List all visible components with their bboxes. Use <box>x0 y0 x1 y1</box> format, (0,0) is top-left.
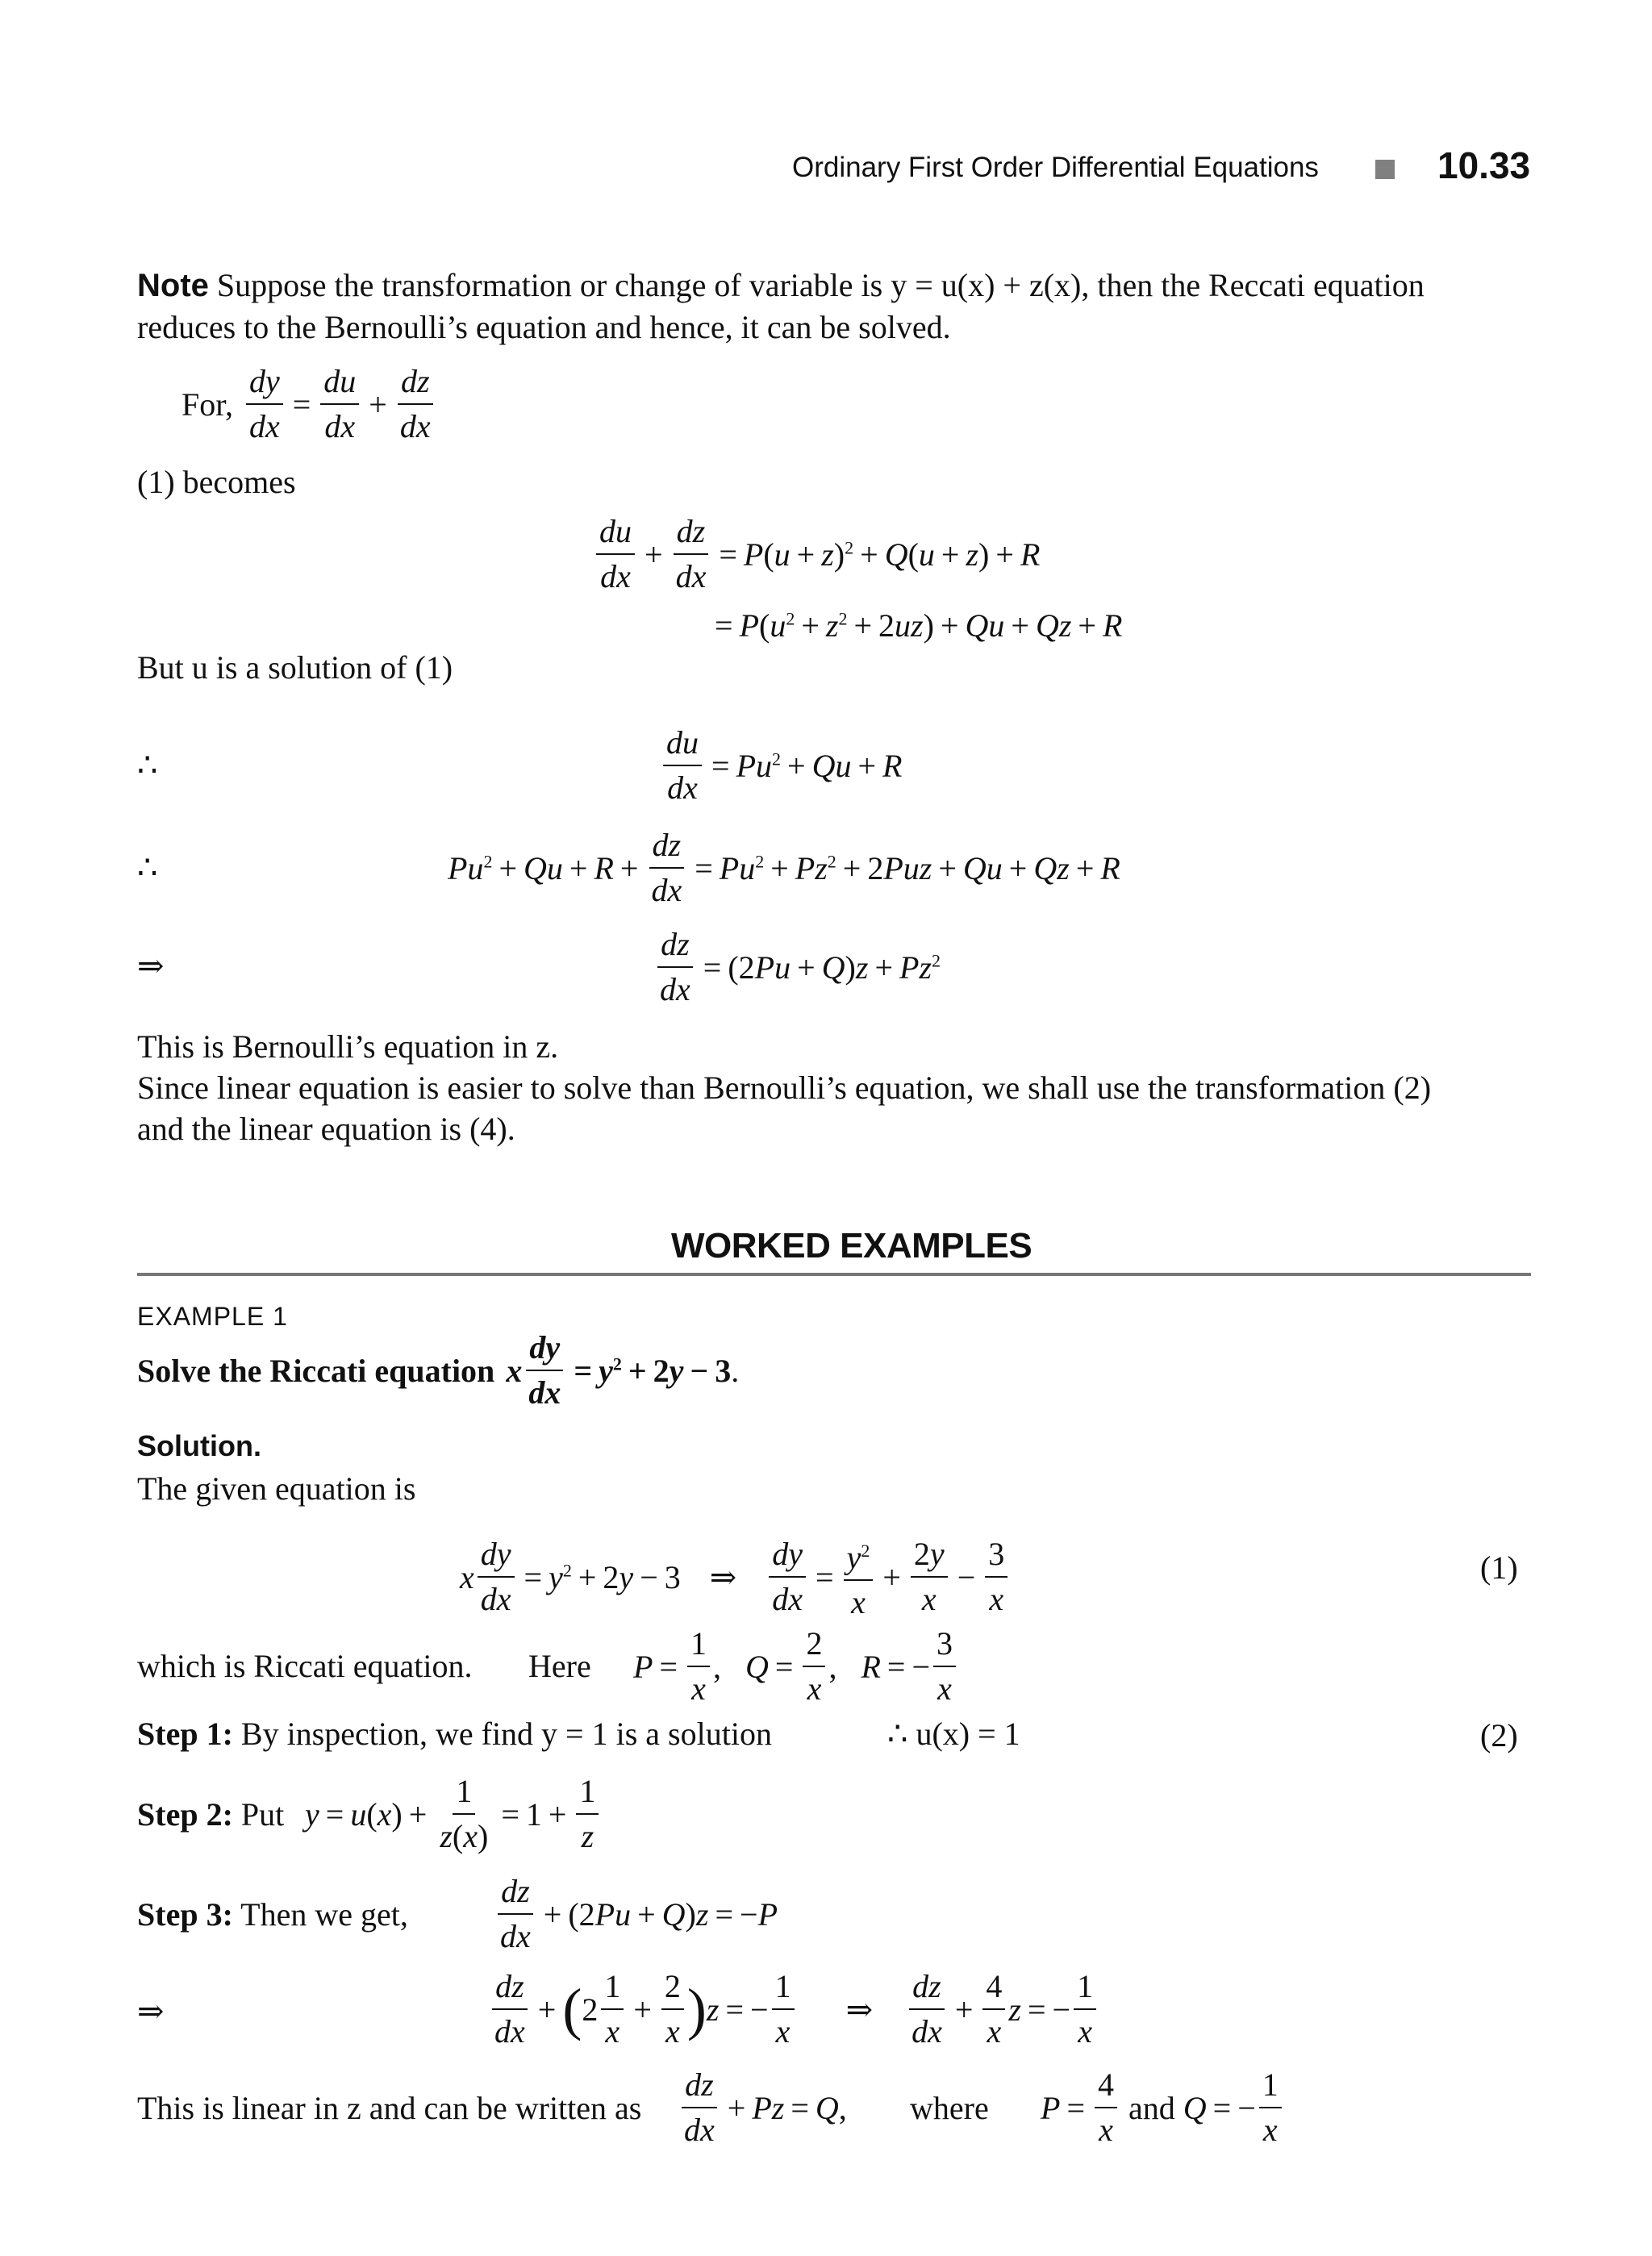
example-label: EXAMPLE 1 <box>137 1302 288 1331</box>
combined-equation: $Pu^2 + Qu + R$ + $\frac{dz}{dx}$ = $Pu^2 + Pz^2 + 2Puz + Qu + Qz + R$ <box>448 827 1120 908</box>
bernoulli-in-z: This is Bernoulli’s equation in z. <box>137 1028 559 1065</box>
page-number: 10.33 <box>1437 144 1531 186</box>
given-equation: x $\frac{dy}{dx}$ = $y^2 + 2y - 3$ ⇒ $\frac{dy}{dx}$ = $\frac{y^2}{x}$ + $\frac{2y}{x}$ − $\frac{3}{x}$ <box>460 1532 1011 1621</box>
here-label: Here <box>528 1648 591 1684</box>
linear-substitution: $\frac{dz}{dx}$ + ( 2 $\frac{1}{x}$ + $\frac{2}{x}$ ) z = − $\frac{1}{x}$ ⇒ $\frac{dz}{dx}$ + $\frac{4}{x}$ z = − $\frac{1}{x}$ <box>488 1968 1099 2050</box>
step-2 <box>137 1794 284 1836</box>
implies-icon: ⇒ <box>137 948 165 984</box>
and-label: and <box>1128 2089 1175 2126</box>
step-2-equation: y = u(x) + $\frac{1}{z(x)}$ = 1 + $\frac{1}{z}$ <box>305 1773 602 1855</box>
linear-form-equation: $\frac{dz}{dx}$ + Pz = Q , <box>678 2066 847 2149</box>
since-line-2: and the linear equation is (4). <box>137 1111 515 1147</box>
expanded-equation: = $P(u^2 + z^2 + 2uz) + Qu + Qz + R$ <box>715 607 1123 644</box>
u-equation: $\frac{du}{dx}$ = $Pu^2 + Qu + R$ <box>660 724 902 807</box>
equation-number-2: (2) <box>1480 1717 1518 1754</box>
step-3-label: Step 3: <box>137 1896 233 1933</box>
note-line-1 <box>137 265 1425 306</box>
section-heading: WORKED EXAMPLES <box>671 1226 1032 1266</box>
statement-text: Solve the Riccati equation <box>137 1352 495 1389</box>
square-bullet-icon <box>1375 160 1395 179</box>
step-1-label: Step 1: <box>137 1716 233 1752</box>
section-divider <box>137 1273 1531 1276</box>
step-1 <box>137 1713 772 1755</box>
given-equation-intro: The given equation is <box>137 1470 416 1507</box>
one-becomes: (1) becomes <box>137 464 296 500</box>
example-statement: Solve the Riccati equation x $\frac{dy}{dx}$ = $y^2 + 2y - 3$ . <box>137 1329 740 1411</box>
step-1-text: By inspection, we find y = 1 is a solution <box>240 1716 772 1752</box>
step-3 <box>137 1894 408 1936</box>
note-label: Note <box>137 268 209 303</box>
solution-label: Solution. <box>137 1429 261 1462</box>
since-line-1: Since linear equation is easier to solve than Bernoulli’s equation, we shall use the transformation (2) <box>137 1070 1432 1106</box>
for-label: For, <box>181 386 233 423</box>
implies-icon: ⇒ <box>137 1993 165 2029</box>
substituted-equation: $\frac{du}{dx}$ + $\frac{dz}{dx}$ = $P(u + z)^2 + Q(u + z) + R$ <box>593 513 1040 595</box>
therefore-icon: ∴ <box>137 849 158 886</box>
step-3-text: Then we get, <box>240 1896 408 1933</box>
running-title: Ordinary First Order Differential Equations <box>792 152 1319 183</box>
for-equation: For, $\frac{dy}{dx}$ = $\frac{du}{dx}$ + $\frac{dz}{dx}$ <box>181 363 437 445</box>
but-u-solution: But u is a solution of (1) <box>137 649 453 686</box>
step-2-text: Put <box>240 1796 285 1833</box>
bernoulli-equation: $\frac{dz}{dx}$ = $(2Pu + Q)z + Pz^2$ <box>653 926 941 1008</box>
step-2-label: Step 2: <box>137 1796 233 1833</box>
note-text-1: Suppose the transformation or change of variable is y = u(x) + z(x), then the Reccati equation <box>216 267 1425 303</box>
linear-form-text: This is linear in z and can be written as <box>137 2090 642 2126</box>
step-3-equation: $\frac{dz}{dx}$ + (2Pu + Q)z = −P <box>494 1873 778 1955</box>
equation-number-1: (1) <box>1480 1549 1518 1586</box>
therefore-icon: ∴ <box>137 747 158 783</box>
note-text-2: reduces to the Bernoulli’s equation and hence, it can be solved. <box>137 309 951 345</box>
where-label: where <box>910 2090 989 2126</box>
final-coefficients: P = $\frac{4}{x}$ and Q = − $\frac{1}{x}$ <box>1041 2066 1285 2149</box>
which-is-riccati: which is Riccati equation. <box>137 1648 473 1684</box>
coefficients: P = $\frac{1}{x}$ , Q = $\frac{2}{x}$ , R = − $\frac{3}{x}$ <box>633 1625 959 1708</box>
step-1-result: ∴ u(x) = 1 <box>887 1716 1020 1752</box>
